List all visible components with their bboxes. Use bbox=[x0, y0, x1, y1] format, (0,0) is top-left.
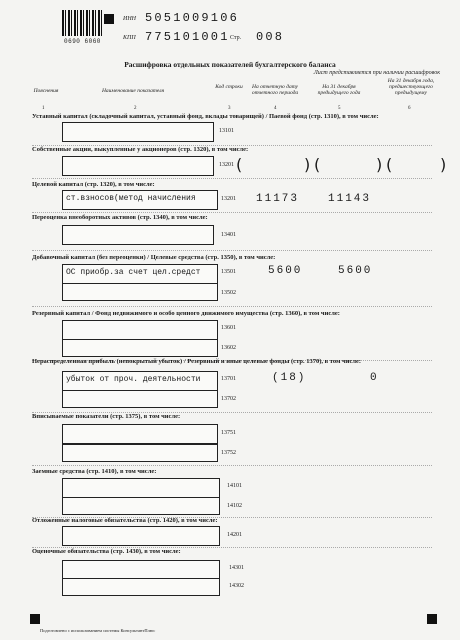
col-number-4: 4 bbox=[274, 106, 277, 111]
row-code: 13702 bbox=[221, 396, 236, 402]
corner-marker bbox=[427, 614, 437, 624]
section-title: Оценочные обязательства (стр. 1430), в том числе: bbox=[32, 548, 181, 555]
row-code: 13502 bbox=[221, 290, 236, 296]
row-name-field[interactable] bbox=[62, 283, 218, 301]
row-name-field[interactable] bbox=[62, 497, 220, 515]
open-paren: ( bbox=[314, 155, 321, 174]
col-header-2: Наименование показателя bbox=[101, 88, 165, 94]
page-number: 008 bbox=[256, 30, 285, 44]
close-paren: ) bbox=[440, 155, 447, 174]
row-name-field[interactable]: ст.взносов(метод начисления bbox=[62, 190, 218, 210]
col-header-6: На 31 декабря года, предшествующего предыдущему bbox=[387, 78, 435, 96]
value-prev-year: 5600 bbox=[338, 265, 373, 277]
corner-marker bbox=[30, 614, 40, 624]
kpp-label: КПП bbox=[123, 35, 136, 41]
row-name-field[interactable] bbox=[62, 122, 214, 142]
section-title: Вписываемые показатели (стр. 1375), в том числе: bbox=[32, 413, 181, 420]
row-code: 13601 bbox=[221, 325, 236, 331]
row-code: 13752 bbox=[221, 450, 236, 456]
row-code: 13401 bbox=[221, 232, 236, 238]
kpp-value: 775101001 bbox=[145, 30, 230, 44]
section-title: Уставный капитал (складочный капитал, уставный фонд, вклады товарищей) / Паевой фонд (стр. 1310), в том числе: bbox=[32, 113, 379, 120]
footer-note: Подготовлено с использованием системы КонсультантПлюс bbox=[40, 628, 156, 633]
row-code: 13201 bbox=[221, 196, 236, 202]
inn-label: ИНН bbox=[123, 16, 136, 22]
value-current: 11173 bbox=[256, 193, 300, 205]
row-code: 13501 bbox=[221, 269, 236, 275]
value-current: (18) bbox=[272, 372, 307, 384]
divider bbox=[32, 465, 432, 466]
row-name-field[interactable] bbox=[62, 560, 220, 580]
value-prev-year: 11143 bbox=[328, 193, 372, 205]
page-label: Стр. bbox=[230, 35, 242, 41]
corner-marker bbox=[104, 14, 114, 24]
divider bbox=[32, 178, 432, 179]
section-title: Добавочный капитал (без переоценки) / Целевые средства (стр. 1350), в том числе: bbox=[32, 254, 276, 261]
row-name-field[interactable]: ОС приобр.за счет цел.средст bbox=[62, 264, 218, 284]
row-name-field[interactable] bbox=[62, 225, 214, 245]
value-current: 5600 bbox=[268, 265, 303, 277]
row-name-field[interactable] bbox=[62, 478, 220, 498]
row-name-field[interactable] bbox=[62, 156, 214, 176]
value-prev-year: 0 bbox=[370, 372, 379, 384]
open-paren: ( bbox=[236, 155, 243, 174]
section-title: Отложенные налоговые обязательства (стр. 1420), в том числе: bbox=[32, 517, 218, 524]
col-header-4: На отчетную дату отчетного периода bbox=[251, 84, 299, 96]
row-name-field[interactable] bbox=[62, 578, 220, 596]
section-title: Собственные акции, выкупленные у акционеров (стр. 1320), в том числе: bbox=[32, 146, 249, 153]
col-number-3: 3 bbox=[228, 106, 231, 111]
row-name-field[interactable]: убыток от проч. деятельности bbox=[62, 371, 218, 391]
row-code: 14301 bbox=[229, 565, 244, 571]
col-number-5: 5 bbox=[338, 106, 341, 111]
row-code: 14201 bbox=[227, 532, 242, 538]
row-name-field[interactable] bbox=[62, 339, 218, 357]
row-code: 13101 bbox=[219, 128, 234, 134]
col-number-1: 1 bbox=[42, 106, 45, 111]
section-title: Целевой капитал (стр. 1320), в том числе: bbox=[32, 181, 155, 188]
col-header-3: Код строки bbox=[215, 84, 243, 90]
row-code: 14101 bbox=[227, 483, 242, 489]
row-code: 13201 bbox=[219, 162, 234, 168]
col-header-5: На 31 декабря предыдущего года bbox=[317, 84, 361, 96]
row-code: 13701 bbox=[221, 376, 236, 382]
col-header-1: Пояснения bbox=[33, 88, 59, 94]
row-code: 14302 bbox=[229, 583, 244, 589]
divider bbox=[32, 212, 432, 213]
col-number-2: 2 bbox=[134, 106, 137, 111]
section-title: Резервный капитал / Фонд недвижимого и особо ценного движимого имущества (стр. 1360), в том числе: bbox=[32, 310, 340, 317]
row-code: 13751 bbox=[221, 430, 236, 436]
col-number-6: 6 bbox=[408, 106, 411, 111]
section-title: Заемные средства (стр. 1410), в том числе: bbox=[32, 468, 157, 475]
row-name-field[interactable] bbox=[62, 526, 220, 546]
form-subtitle: Лист представляется при наличии расшифровок bbox=[313, 70, 440, 76]
divider bbox=[32, 250, 432, 251]
row-name-field[interactable] bbox=[62, 320, 218, 340]
row-code: 14102 bbox=[227, 503, 242, 509]
row-name-field[interactable] bbox=[62, 444, 218, 462]
open-paren: ( bbox=[386, 155, 393, 174]
row-name-field[interactable] bbox=[62, 390, 218, 408]
row-code: 13602 bbox=[221, 345, 236, 351]
form-title: Расшифровка отдельных показателей бухгалтерского баланса bbox=[124, 60, 336, 69]
section-title: Переоценка внеоборотных активов (стр. 1340), в том числе: bbox=[32, 214, 208, 221]
close-paren: ) bbox=[304, 155, 311, 174]
barcode-number: 0690 6060 bbox=[64, 38, 101, 45]
inn-value: 5051009106 bbox=[145, 11, 240, 25]
close-paren: ) bbox=[376, 155, 383, 174]
divider bbox=[32, 306, 432, 307]
barcode bbox=[62, 10, 102, 36]
section-title: Нераспределенная прибыль (непокрытый убыток) / Резервный и иные целевые фонды (стр. 1370), в том числе: bbox=[32, 358, 362, 365]
row-name-field[interactable] bbox=[62, 424, 218, 444]
